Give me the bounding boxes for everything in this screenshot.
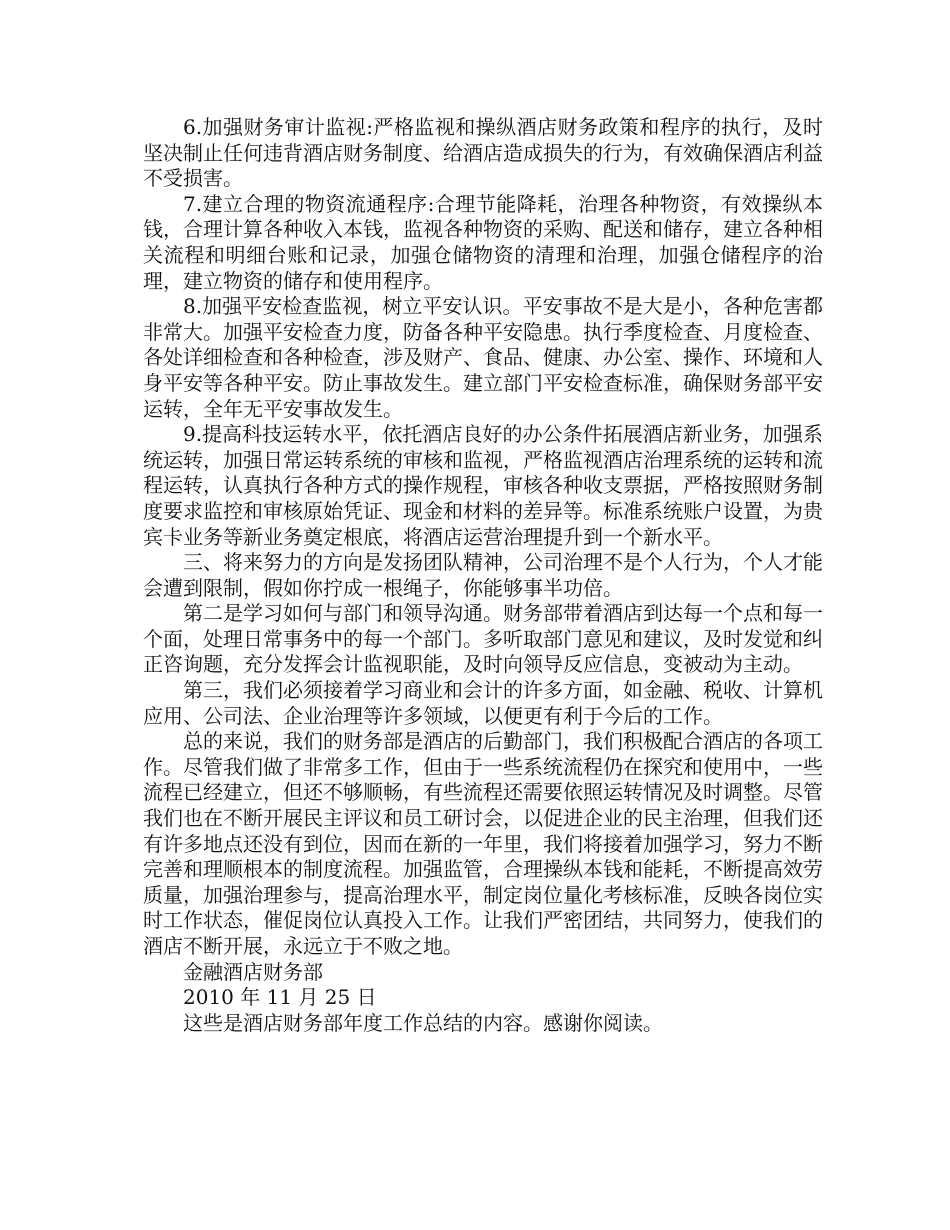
paragraph-audit: 6.加强财务审计监视:严格监视和操纵酒店财务政策和程序的执行，及时坚决制止任何违背酒店财务制度、给酒店造成损失的行为，有效确保酒店利益不受损害。	[143, 115, 823, 191]
paragraph-summary: 总的来说，我们的财务部是酒店的后勤部门，我们积极配合酒店的各项工作。尽管我们做了非常多工作，但由于一些系统流程仍在探究和使用中，一些流程已经建立，但还不够顺畅，有些流程还需要依照运转情况及时调整。尽管我们也在不断开展民主评议和员工研讨会，以促进企业的民主治理，但我们还有许多地点还没有到位，因而在新的一年里，我们将接着加强学习，努力不断完善和理顺根本的制度流程。加强监管，合理操纵本钱和能耗，不断提高效劳质量，加强治理参与，提高治理水平，制定岗位量化考核标准，反映各岗位实时工作状态，催促岗位认真投入工作。让我们严密团结，共同努力，使我们的酒店不断开展，永远立于不败之地。	[143, 729, 823, 958]
closing-note: 这些是酒店财务部年度工作总结的内容。感谢你阅读。	[183, 1010, 663, 1035]
paragraph-technology: 9.提高科技运转水平，依托酒店良好的办公条件拓展酒店新业务，加强系统运转，加强日常运转系统的审核和监视，严格监视酒店治理系统的运转和流程运转，认真执行各种方式的操作规程，审核各种收支票据，严格按照财务制度要求监控和审核原始凭证、现金和材料的差异等。标准系统账户设置，为贵宾卡业务等新业务奠定根底，将酒店运营治理提升到一个新水平。	[143, 422, 823, 549]
paragraph-learning: 第三，我们必须接着学习商业和会计的许多方面，如金融、税收、计算机应用、公司法、企业治理等许多领域，以便更有利于今后的工作。	[143, 678, 823, 728]
paragraph-communication: 第二是学习如何与部门和领导沟通。财务部带着酒店到达每一个点和每一个面，处理日常事务中的每一个部门。多听取部门意见和建议，及时发觉和纠正咨询题，充分发挥会计监视职能，及时向领导反应信息，变被动为主动。	[143, 601, 823, 677]
paragraph-future-direction: 三、将来努力的方向是发扬团队精神，公司治理不是个人行为，个人才能会遭到限制，假如你拧成一根绳子，你能够事半功倍。	[143, 550, 823, 600]
signature-date: 2010 年 11 月 25 日	[183, 985, 377, 1010]
document-body	[143, 115, 823, 1036]
signature-department: 金融酒店财务部	[183, 959, 323, 984]
paragraph-safety: 8.加强平安检查监视，树立平安认识。平安事故不是大是小，各种危害都非常大。加强平安检查力度，防备各种平安隐患。执行季度检查、月度检查、各处详细检查和各种检查，涉及财产、食品、健康、办公室、操作、环境和人身平安等各种平安。防止事故发生。建立部门平安检查标准，确保财务部平安运转，全年无平安事故发生。	[143, 294, 823, 421]
paragraph-materials: 7.建立合理的物资流通程序:合理节能降耗，治理各种物资，有效操纵本钱，合理计算各种收入本钱，监视各种物资的采购、配送和储存，建立各种相关流程和明细台账和记录，加强仓储物资的清理和治理，加强仓储程序的治理，建立物资的储存和使用程序。	[143, 191, 823, 293]
